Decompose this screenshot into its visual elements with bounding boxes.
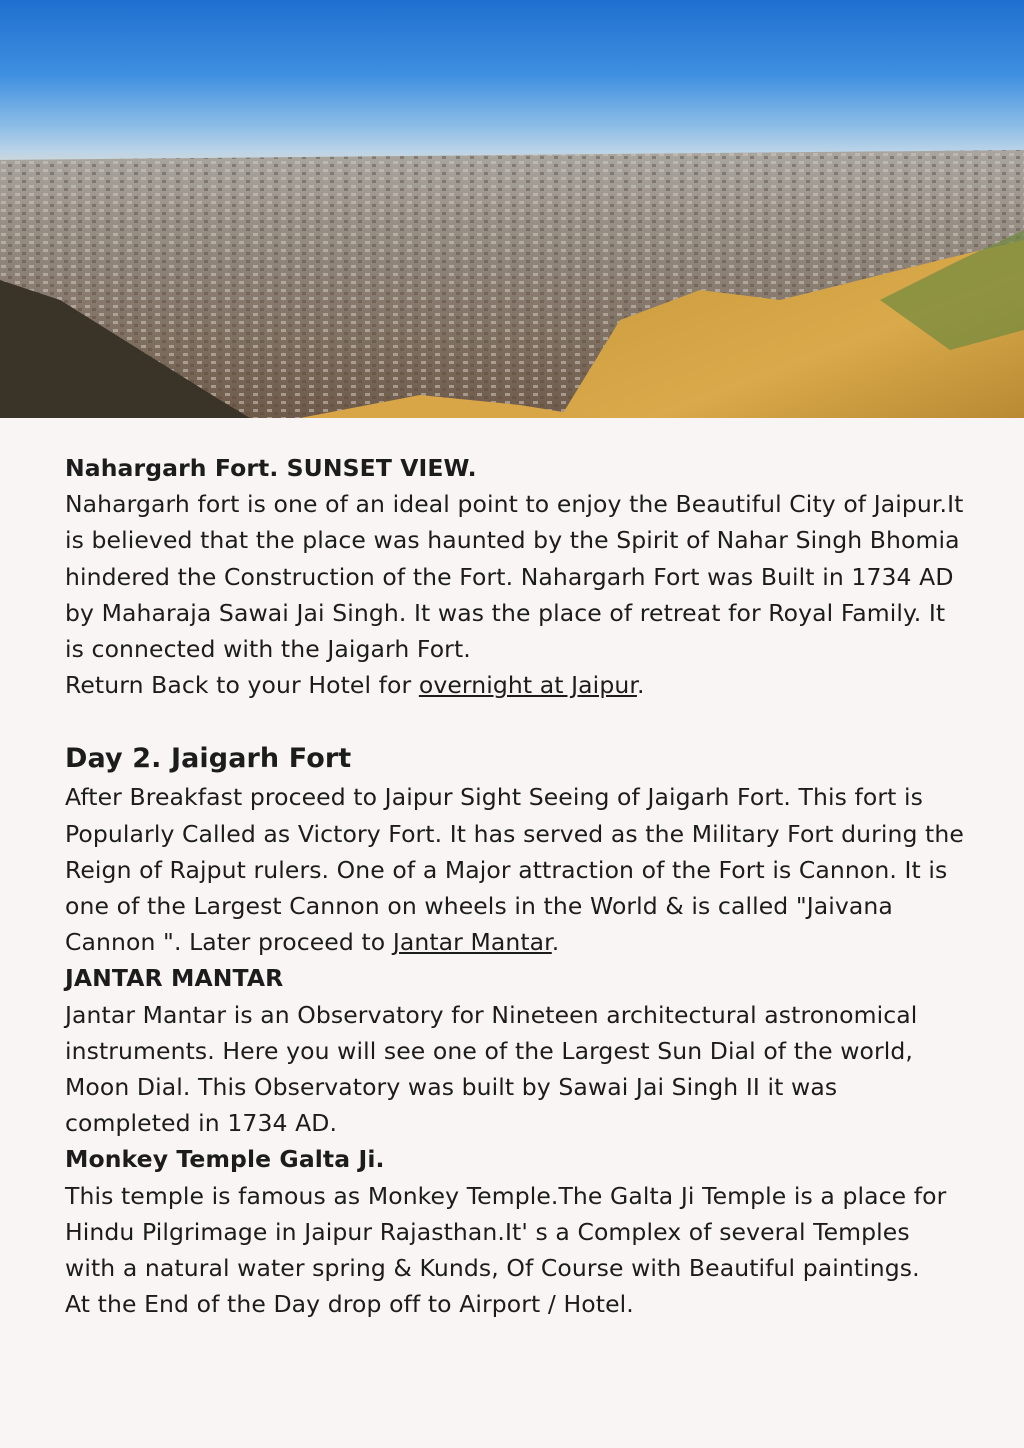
nahargarh-heading: Nahargarh Fort. SUNSET VIEW. <box>65 454 477 482</box>
city-panorama-photo-icon <box>0 0 1024 418</box>
overnight-link[interactable]: overnight at Jaipur <box>418 671 637 700</box>
itinerary-text <box>65 450 965 1322</box>
day2-heading: Day 2. Jaigarh Fort <box>65 743 352 775</box>
day2-body <box>65 779 965 960</box>
monkey-heading: Monkey Temple Galta Ji. <box>65 1145 385 1174</box>
hero-city-photo <box>0 0 1024 418</box>
jantar-mantar-link[interactable]: Jantar Mantar <box>392 928 552 957</box>
jantar-heading: JANTAR MANTAR <box>65 964 284 993</box>
nahargarh-return <box>65 667 965 703</box>
day2-suffix: . <box>551 928 560 957</box>
return-prefix: Return Back to your Hotel for <box>65 671 419 700</box>
nahargarh-body: Nahargarh fort is one of an ideal point to enjoy the Beautiful City of Jaipur.It is believed that the place was haunted by the Spirit of Nahar Singh Bhomia hindered the Construction of the Fort. Nahargarh Fort was Built in 1734 AD by Maharaja Sawai Jai Singh. It was the place of retreat for Royal Family. It is connected with the Jaigarh Fort. <box>65 490 964 664</box>
return-suffix: . <box>636 671 645 700</box>
monkey-body: This temple is famous as Monkey Temple.The Galta Ji Temple is a place for Hindu Pilgrimage in Jaipur Rajasthan.It' s a Complex of several Temples with a natural water spring & Kunds, Of Course with Beautiful paintings. <box>65 1181 947 1283</box>
closing-line: At the End of the Day drop off to Airport / Hotel. <box>65 1290 634 1319</box>
jantar-body: Jantar Mantar is an Observatory for Nineteen architectural astronomical instruments. Here you will see one of the Largest Sun Dial of the world, Moon Dial. This Observatory was built by Sawai Jai Singh II it was completed in 1734 AD. <box>65 1000 918 1138</box>
day2-body-text: After Breakfast proceed to Jaipur Sight Seeing of Jaigarh Fort. This fort is Popularly Called as Victory Fort. It has served as the Military Fort during the Reign of Rajput rulers. One of a Major attraction of the Fort is Cannon. It is one of the Largest Cannon on wheels in the World & is called "Jaivana Cannon ". Later proceed to <box>65 783 964 957</box>
